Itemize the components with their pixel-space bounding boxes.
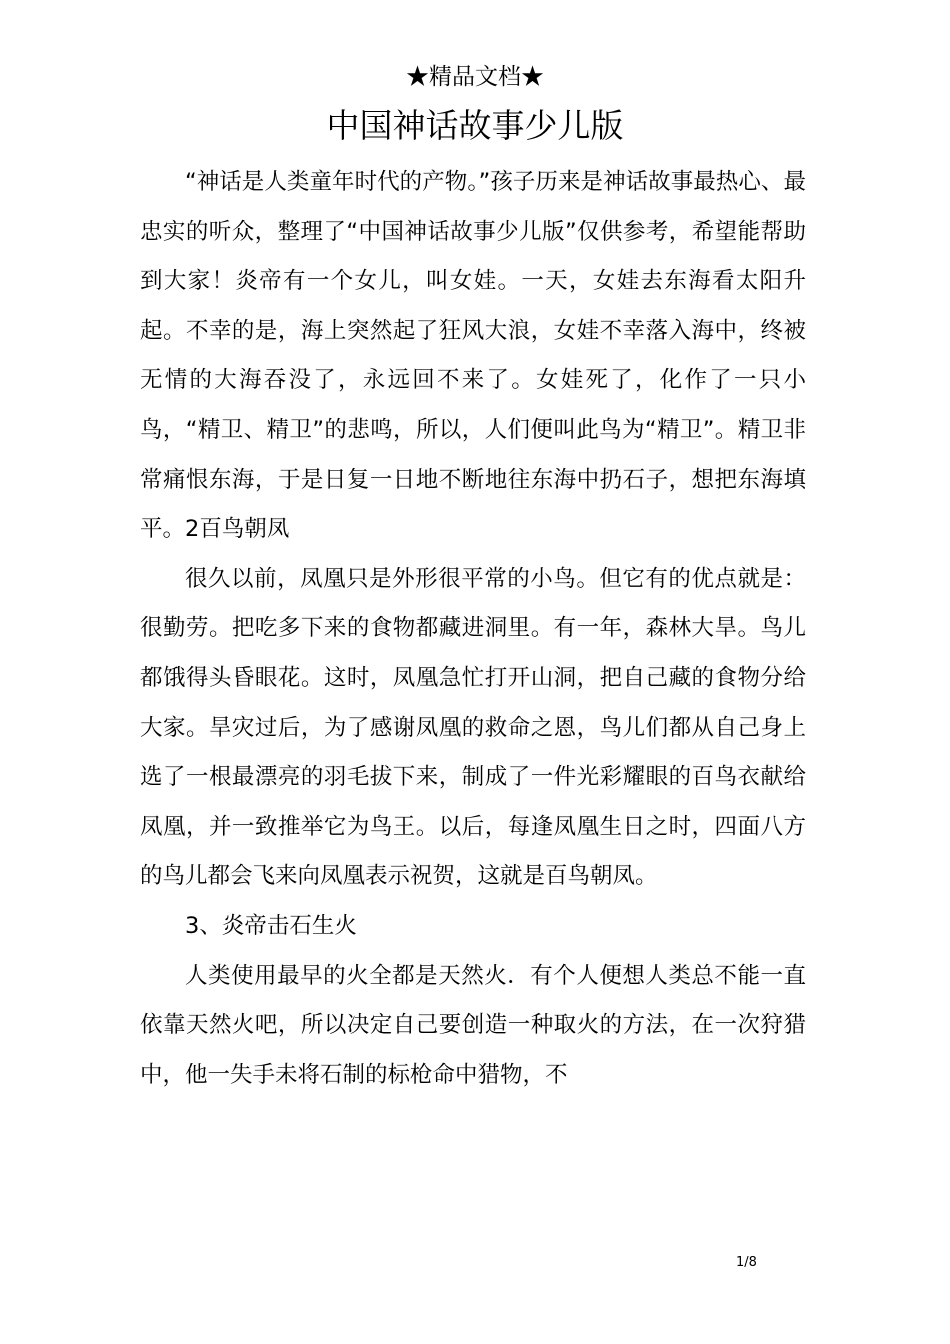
header-mark: ★精品文档★ (406, 64, 544, 90)
document-title: 中国神话故事少儿版 (326, 106, 624, 145)
paragraph: “神话是人类童年时代的产物。”孩子历来是神话故事最热心、最忠实的听众，整理了“中国神话故事少儿版”仅供参考，希望能帮助到大家！炎帝有一个女儿，叫女娃。一天，女娃去东海看太阳升起。不幸的是，海上突然起了狂风大浪，女娃不幸落入海中，终被无情的大海吞没了，永远回不来了。女娃死了，化作了一只小鸟，“精卫、精卫”的悲鸣，所以，人们便叫此鸟为“精卫”。精卫非常痛恨东海，于是日复一日地不断地往东海中扔石子，想把东海填平。2百鸟朝凤 (140, 169, 806, 543)
paragraph: 人类使用最早的火全都是天然火．有个人便想人类总不能一直依靠天然火吧，所以决定自己要创造一种取火的方法，在一次狩猎中，他一失手未将石制的标枪命中猎物，不 (140, 962, 806, 1088)
section-heading: 3、炎帝击石生火 (185, 912, 357, 939)
paragraph: 很久以前，凤凰只是外形很平常的小鸟。但它有的优点就是：很勤劳。把吃多下来的食物都藏进洞里。有一年，森林大旱。鸟儿都饿得头昏眼花。这时，凤凰急忙打开山洞，把自己藏的食物分给大家。旱灾过后，为了感谢凤凰的救命之恩，鸟儿们都从自己身上选了一根最漂亮的羽毛拔下来，制成了一件光彩耀眼的百鸟衣献给凤凰，并一致推举它为鸟王。以后，每逢凤凰生日之时，四面八方的鸟儿都会飞来向凤凰表示祝贺，这就是百鸟朝凤。 (140, 565, 806, 890)
document-body (140, 158, 806, 1100)
page-number: 1/8 (736, 1255, 757, 1270)
